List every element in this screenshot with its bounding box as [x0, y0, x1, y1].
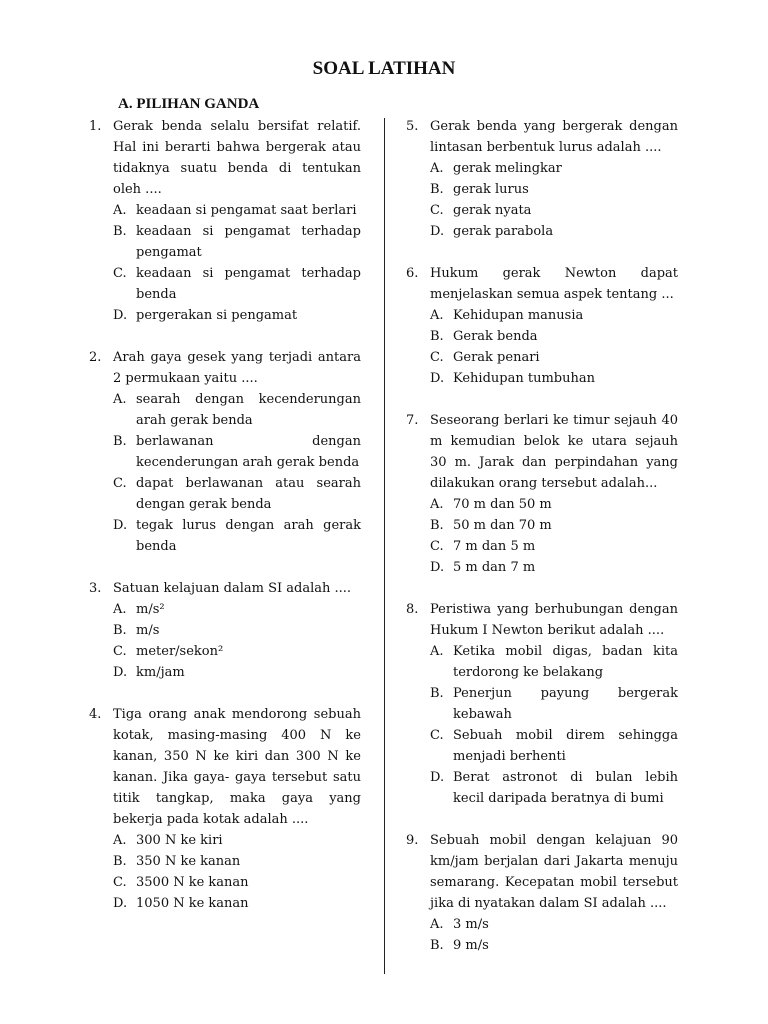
answer-option	[89, 431, 361, 473]
option-text: gerak parabola	[453, 224, 554, 239]
option-text: searah dengan kecenderungan arah gerak benda	[136, 392, 361, 428]
option-text: Penerjun payung bergerak kebawah	[453, 686, 678, 722]
option-text: Kehidupan tumbuhan	[453, 371, 595, 386]
page-title: SOAL LATIHAN	[312, 58, 456, 79]
option-text: meter/sekon²	[136, 644, 224, 659]
option-letter: A.	[430, 308, 444, 323]
answer-option	[89, 830, 361, 851]
question-number: 1.	[89, 119, 102, 134]
answer-option	[89, 599, 361, 620]
option-text: tegak lurus dengan arah gerak benda	[136, 518, 361, 554]
option-text: 50 m dan 70 m	[453, 518, 552, 533]
option-text: 70 m dan 50 m	[453, 497, 552, 512]
answer-option	[406, 494, 678, 515]
option-text: keadaan si pengamat terhadap pengamat	[136, 224, 361, 260]
question	[406, 263, 678, 389]
option-text: 3500 N ke kanan	[136, 875, 249, 890]
option-text: Kehidupan manusia	[453, 308, 584, 323]
question	[406, 830, 678, 956]
option-text: 350 N ke kanan	[136, 854, 241, 869]
right-column	[406, 116, 678, 977]
option-letter: D.	[430, 770, 445, 785]
option-letter: B.	[430, 518, 444, 533]
column-divider	[384, 118, 385, 974]
option-letter: A.	[113, 602, 127, 617]
option-letter: B.	[113, 434, 127, 449]
option-letter: A.	[430, 497, 444, 512]
question	[89, 704, 361, 914]
answer-option	[89, 263, 361, 305]
answer-option	[406, 725, 678, 767]
option-letter: B.	[113, 224, 127, 239]
answer-option	[89, 872, 361, 893]
option-letter: A.	[430, 917, 444, 932]
option-text: gerak lurus	[453, 182, 529, 197]
question-text: Arah gaya gesek yang terjadi antara 2 permukaan yaitu ....	[113, 350, 361, 386]
option-letter: B.	[430, 686, 444, 701]
option-letter: B.	[430, 329, 444, 344]
answer-option	[406, 914, 678, 935]
answer-option	[406, 683, 678, 725]
option-letter: C.	[430, 539, 444, 554]
question	[406, 116, 678, 242]
answer-option	[89, 305, 361, 326]
answer-option	[89, 893, 361, 914]
answer-option	[89, 662, 361, 683]
question-number: 8.	[406, 602, 419, 617]
option-letter: C.	[430, 728, 444, 743]
option-text: Sebuah mobil direm sehingga menjadi berhenti	[453, 728, 678, 764]
option-text: Gerak penari	[453, 350, 540, 365]
option-text: 1050 N ke kanan	[136, 896, 249, 911]
answer-option	[89, 851, 361, 872]
option-letter: D.	[113, 308, 128, 323]
option-letter: A.	[430, 644, 444, 659]
option-letter: C.	[113, 476, 127, 491]
answer-option	[406, 221, 678, 242]
answer-option	[406, 347, 678, 368]
option-text: keadaan si pengamat terhadap benda	[136, 266, 361, 302]
answer-option	[406, 641, 678, 683]
option-letter: A.	[113, 392, 127, 407]
question	[406, 410, 678, 578]
answer-option	[406, 305, 678, 326]
question	[89, 116, 361, 326]
question-number: 9.	[406, 833, 419, 848]
option-letter: B.	[430, 938, 444, 953]
answer-option	[406, 200, 678, 221]
option-text: dapat berlawanan atau searah dengan gerak benda	[136, 476, 361, 512]
option-text: gerak melingkar	[453, 161, 562, 176]
option-text: m/s	[136, 623, 160, 638]
question	[89, 347, 361, 557]
option-letter: B.	[113, 623, 127, 638]
option-letter: B.	[430, 182, 444, 197]
option-text: berlawanan dengan kecenderungan arah gerak benda	[136, 434, 361, 470]
option-letter: D.	[113, 896, 128, 911]
option-letter: D.	[430, 224, 445, 239]
option-text: m/s²	[136, 602, 165, 617]
option-text: Gerak benda	[453, 329, 538, 344]
option-text: Ketika mobil digas, badan kita terdorong ke belakang	[453, 644, 678, 680]
option-letter: D.	[113, 518, 128, 533]
option-letter: A.	[113, 203, 127, 218]
option-letter: D.	[430, 560, 445, 575]
option-text: 3 m/s	[453, 917, 489, 932]
option-letter: C.	[113, 875, 127, 890]
option-text: keadaan si pengamat saat berlari	[136, 203, 357, 218]
option-text: 5 m dan 7 m	[453, 560, 536, 575]
answer-option	[89, 200, 361, 221]
option-letter: B.	[113, 854, 127, 869]
option-text: gerak nyata	[453, 203, 532, 218]
question-text: Gerak benda yang bergerak dengan lintasan berbentuk lurus adalah ....	[430, 119, 678, 155]
option-letter: D.	[430, 371, 445, 386]
option-text: km/jam	[136, 665, 185, 680]
option-text: 300 N ke kiri	[136, 833, 223, 848]
option-text: 7 m dan 5 m	[453, 539, 536, 554]
answer-option	[89, 515, 361, 557]
answer-option	[406, 935, 678, 956]
answer-option	[89, 473, 361, 515]
option-letter: C.	[430, 350, 444, 365]
question-text: Peristiwa yang berhubungan dengan Hukum I Newton berikut adalah ....	[430, 602, 678, 638]
question-text: Satuan kelajuan dalam SI adalah ....	[113, 581, 352, 596]
question-number: 6.	[406, 266, 419, 281]
question-text: Tiga orang anak mendorong sebuah kotak, masing-masing 400 N ke kanan, 350 N ke kiri dan 300 N ke kanan. Jika gaya- gaya tersebut satu titik tangkap, maka gaya yang bekerja pada kotak adalah ....	[113, 707, 361, 827]
option-letter: D.	[113, 665, 128, 680]
question-number: 2.	[89, 350, 102, 365]
option-text: pergerakan si pengamat	[136, 308, 298, 323]
option-letter: A.	[113, 833, 127, 848]
option-text: Berat astronot di bulan lebih kecil daripada beratnya di bumi	[453, 770, 678, 806]
answer-option	[406, 326, 678, 347]
answer-option	[406, 767, 678, 809]
option-letter: C.	[430, 203, 444, 218]
option-text: 9 m/s	[453, 938, 489, 953]
answer-option	[89, 221, 361, 263]
answer-option	[406, 536, 678, 557]
answer-option	[89, 389, 361, 431]
answer-option	[406, 368, 678, 389]
option-letter: C.	[113, 266, 127, 281]
answer-option	[406, 515, 678, 536]
answer-option	[89, 641, 361, 662]
question	[89, 578, 361, 683]
question-text: Gerak benda selalu bersifat relatif. Hal ini berarti bahwa bergerak atau tidaknya suatu benda di tentukan oleh ....	[113, 119, 361, 197]
question-number: 5.	[406, 119, 419, 134]
question-text: Sebuah mobil dengan kelajuan 90 km/jam berjalan dari Jakarta menuju semarang. Kecepatan mobil tersebut jika di nyatakan dalam SI adalah ....	[430, 833, 678, 911]
option-letter: A.	[430, 161, 444, 176]
answer-option	[406, 158, 678, 179]
answer-option	[89, 620, 361, 641]
question-number: 4.	[89, 707, 102, 722]
answer-option	[406, 557, 678, 578]
option-letter: C.	[113, 644, 127, 659]
question-number: 7.	[406, 413, 419, 428]
question-text: Seseorang berlari ke timur sejauh 40 m kemudian belok ke utara sejauh 30 m. Jarak dan perpindahan yang dilakukan orang tersebut adalah...	[430, 413, 678, 491]
section-heading: A. PILIHAN GANDA	[118, 96, 260, 112]
question-number: 3.	[89, 581, 102, 596]
left-column	[89, 116, 361, 935]
question	[406, 599, 678, 809]
question-text: Hukum gerak Newton dapat menjelaskan semua aspek tentang ...	[430, 266, 678, 302]
answer-option	[406, 179, 678, 200]
